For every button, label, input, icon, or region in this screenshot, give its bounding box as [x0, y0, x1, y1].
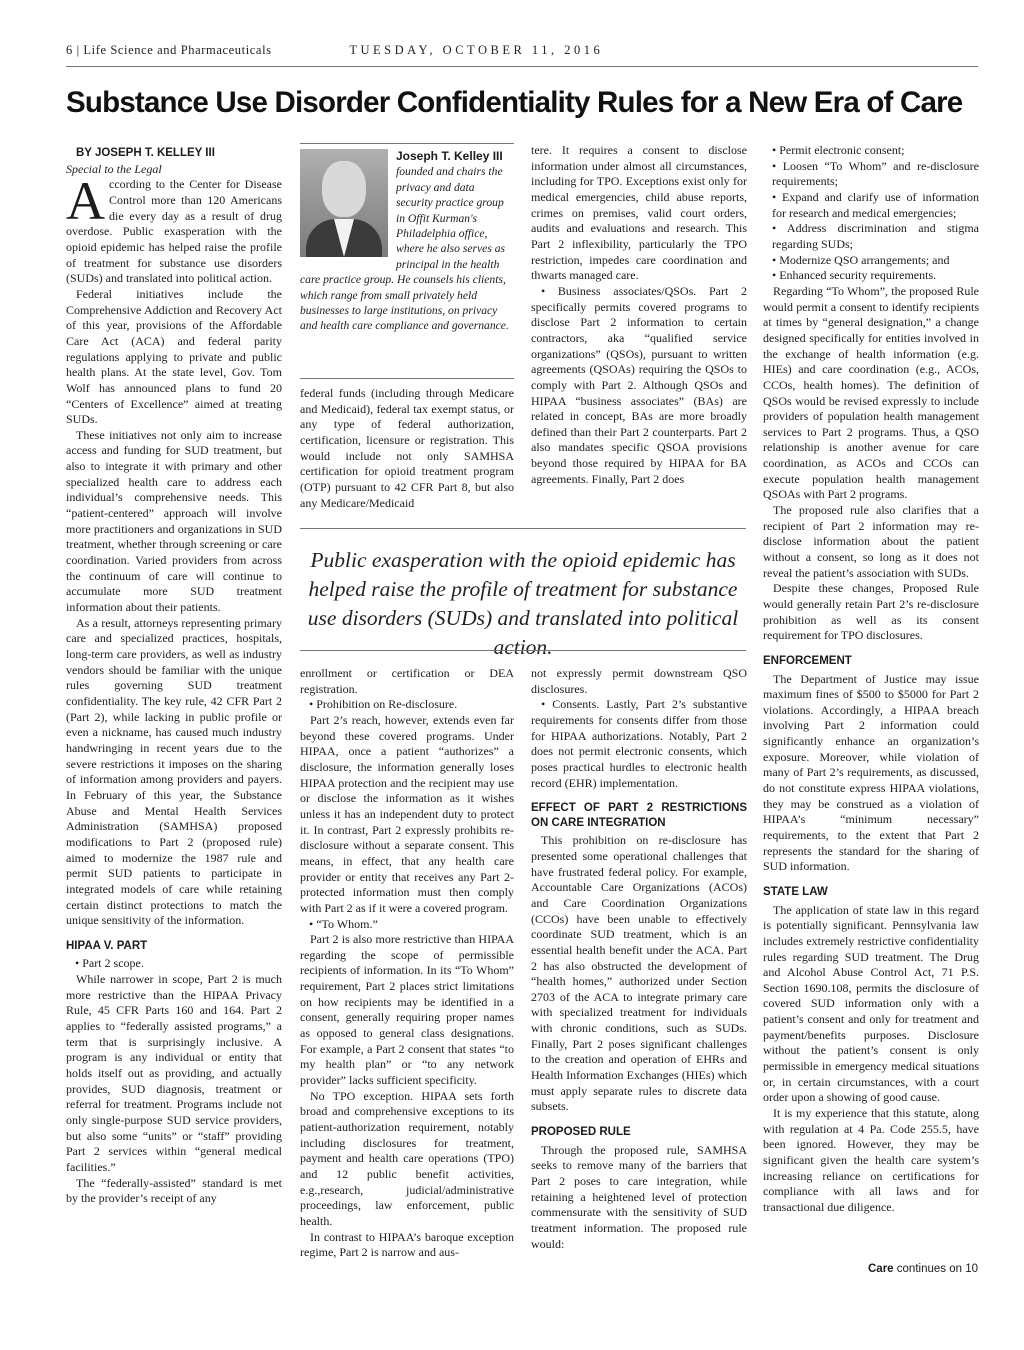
- bullet: • Loosen “To Whom” and re-disclosure requirements;: [772, 158, 979, 189]
- paragraph: In contrast to HIPAA’s baroque exception regime, Part 2 is narrow and aus-: [300, 1229, 514, 1260]
- column-3-top: [531, 143, 747, 487]
- pull-quote: Public exasperation with the opioid epidemic has helped raise the profile of treatment for substance use disorders (SUDs) and translated into political action.: [307, 548, 739, 659]
- paragraph: Through the proposed rule, SAMHSA seeks to remove many of the barriers that Part 2 poses to care integration, while retaining a heightened level of protection commensurate with the sensitivity of SUD treatment information. The proposed rule would:: [531, 1142, 747, 1251]
- bullet: • Prohibition on Re-disclosure.: [309, 697, 458, 712]
- paragraph: • Business associates/QSOs. Part 2 specifically permits covered programs to disclose Part 2 information to certain contractors, aka “qualified service organizations” (QSOs), pursuant to written agreements (QSOAs) requiring the QSOs to comply with Part 2. Although QSOs and HIPAA “business associates” (BAs) are related in concept, BAs are more broadly defined than their Part 2 counterparts. Part 2 also mandates specific QSOA provisions beyond those required by HIPAA for BA agreements. Finally, Part 2 does: [531, 283, 747, 486]
- continuation-text: continues on 10: [896, 1263, 978, 1275]
- issue-date: TUESDAY, OCTOBER 11, 2016: [349, 43, 604, 57]
- paragraph: Regarding “To Whom”, the proposed Rule would permit a consent to identify recipients at times by “general designation,” a change designed specifically for entities involved in the exchange of health information (e.g. HIEs) and care coordination (e.g., ACOs, CCOs, health homes). The definition of QSOs would be revised expressly to include providers of population health management services to Part 2 programs. Thus, a QSO relationship is another avenue for care coordination, as ACOs and CCOs can execute population health management QSOAs with Part 2 programs.: [763, 283, 979, 502]
- paragraph: enrollment or certification or DEA registration.: [300, 666, 514, 696]
- paragraph: These initiatives not only aim to increase access and funding for SUD treatment, but also to integrate it with primary and other specialized health care to address each individual’s comprehensive needs. This “patient-centered” approach will involve more practitioners and organizations in SUD treatment, whether through screening or care coordination. Varied providers from across the continuum of care will continue to accumulate more SUD treatment information about their patients.: [66, 427, 282, 615]
- paragraph: Despite these changes, Proposed Rule would generally retain Part 2’s re-disclosure prohibition as well as its consent requirement for TPO disclosures.: [763, 581, 979, 643]
- section-heading: PROPOSED RULE: [531, 1126, 631, 1139]
- column-2-top: [300, 386, 514, 511]
- paragraph: While narrower in scope, Part 2 is much more restrictive than the HIPAA Privacy Rule, 45 CFR Parts 160 and 164. Part 2 applies to “federally assisted programs,” a term that is surprisingly inclusive. A program is any individual or entity that holds itself out as providing, and actually provides, SUD diagnosis, treatment or referral for treatment. Programs include not only single-purpose SUD service providers, but also some “units” or “staff” providing Part 2 services within “general medical facilities.”: [66, 971, 282, 1174]
- page-section: 6 | Life Science and Pharmaceuticals: [66, 43, 272, 57]
- bio-top-rule: [300, 143, 514, 144]
- lead-text: ccording to the Center for Disease Control more than 120 Americans die every day as a result of drug overdose. Public exasperation with the opioid epidemic has helped raise the profile of treatment for substance use disorders (SUDs) and translated into political action.: [66, 177, 282, 286]
- bullet: • Address discrimination and stigma regarding SUDs;: [772, 221, 979, 251]
- quote-top-rule: [300, 528, 746, 529]
- bullet: • Modernize QSO arrangements; and: [772, 252, 950, 267]
- running-header: [66, 43, 603, 58]
- continuation-word: Care: [868, 1263, 894, 1275]
- bullet: • Enhanced security requirements.: [772, 268, 937, 283]
- paragraph: Part 2’s reach, however, extends even far beyond these covered programs. Under HIPAA, once a patient “authorizes” a disclosure, the information generally loses HIPAA protection and the recipient may use or disclose the information as it wishes unless it has an independent duty to protect it. In contrast, Part 2 expressly prohibits re-disclosure without a separate consent. This means, in effect, that any health care provider or entity that receives any Part 2-protected information must then comply with Part 2 as if it were a covered program.: [300, 712, 514, 915]
- column-4: [763, 143, 979, 1216]
- author-bio: [300, 149, 514, 334]
- column-1: [66, 146, 282, 1207]
- paragraph: It is my experience that this statute, along with regulation at 4 Pa. Code 255.5, have been ignored. However, they may be significant given the health care system’s increasing reliance on certifications for compliance with all laws and for transactional due diligence.: [763, 1106, 979, 1214]
- bullet: • “To Whom.”: [309, 916, 378, 931]
- paragraph: federal funds (including through Medicare and Medicaid), federal tax exempt status, or any type of federal authorization, certification, licensure or registration. This would include not only SAMHSA certification for opioid treatment program (OTP) pursuant to 42 CFR Part 8, but also any Medicare/Medicaid: [300, 386, 514, 510]
- bio-bottom-rule: [300, 378, 514, 379]
- bio-name: Joseph T. Kelley III: [396, 149, 503, 163]
- paragraph: Part 2 is also more restrictive than HIPAA regarding the scope of permissible recipients of information. In its “To Whom” requirement, Part 2 places strict limitations on how recipients may be identified in a consent, generally requiring proper names as opposed to general class designations. For example, a Part 2 consent that states “to my health plan” or “to any network provider” lacks sufficient specificity.: [300, 932, 514, 1088]
- header-rule: [66, 66, 978, 67]
- continuation-note[interactable]: [868, 1263, 978, 1275]
- paragraph: This prohibition on re-disclosure has presented some operational challenges that have frustrated federal policy. For example, Accountable Care Organizations (ACOs) and Care Coordination Organizations (CCOs) have been unable to effectively coordinate SUD treatment, which is an essential health benefit under the ACA. Part 2 has also obstructed the development of “health homes,” authorized under Section 2703 of the ACA to integrate primary care with specialized treatment for individuals with chronic conditions, such as SUDs. Finally, Part 2 poses significant challenges to the creation and operation of EHRs and Health Information Exchanges (HIEs) which must apply separate rules to discrete data subsets.: [531, 833, 747, 1114]
- bullet: • Expand and clarify use of information for research and medical emergencies;: [772, 189, 979, 220]
- section-heading: STATE LAW: [763, 886, 828, 899]
- bio-text: founded and chairs the privacy and data security practice group in Offit Kurman's Philadelphia office, where he also serves as principal in the health care practice group. He counsels his clients, which range from small privately held businesses to large institutions, on privacy and health care compliance and governance.: [300, 165, 509, 333]
- byline-author: BY JOSEPH T. KELLEY III: [76, 147, 215, 159]
- lead-paragraph: [66, 171, 282, 287]
- bullet: • Part 2 scope.: [75, 956, 144, 971]
- paragraph: not expressly permit downstream QSO disclosures.: [531, 666, 747, 696]
- paragraph: • Consents. Lastly, Part 2’s substantive requirements for consents differ from those for HIPAA authorizations. Notably, Part 2 does not permit electronic consents, which poses practical hurdles to electronic health record (EHR) implementation.: [531, 697, 747, 790]
- paragraph: The proposed rule also clarifies that a recipient of Part 2 information may re-disclose information about the patient without a consent, so long as it does not reveal the patient’s association with SUDs.: [763, 503, 979, 580]
- quote-bottom-rule: [300, 650, 746, 651]
- byline-affiliation: Special to the Legal: [66, 161, 162, 176]
- section-heading: HIPAA V. PART: [66, 939, 148, 952]
- paragraph: The “federally-assisted” standard is met by the provider’s receipt of any: [66, 1175, 282, 1206]
- paragraph: Federal initiatives include the Comprehensive Addiction and Recovery Act of this year, provisions of the Affordable Care Act (ACA) and federal parity regulations applying to private and public health plans. At the state level, Gov. Tom Wolf has announced plans to fund 20 “Centers of Excellence” aimed at treating SUDs.: [66, 286, 282, 427]
- paragraph: tere. It requires a consent to disclose information under almost all circumstances, including for TPO. Exceptions exist only for medical emergencies, child abuse reports, crimes on premises, valid court orders, audits and evaluations and research. This Part 2 inflexibility, particularly the TPO restriction, impedes care coordination and thwarts managed care.: [531, 143, 747, 283]
- section-heading: EFFECT OF PART 2 RESTRICTIONS ON CARE INTEGRATION: [531, 802, 747, 829]
- section-heading: ENFORCEMENT: [763, 655, 852, 667]
- column-3-bottom: [531, 666, 747, 1252]
- column-2-bottom: [300, 666, 514, 1261]
- paragraph: As a result, attorneys representing primary care and specialized practices, hospitals, long-term care providers, as well as industry vendors should be familiar with the unique rules governing SUD treatment confidentiality. The key rule, 42 CFR Part 2 (Part 2), while lacking in public profile or even a nickname, has caused much industry handwringing in recent years due to the severe restrictions it imposes on the sharing of information among providers and payers. In February of this year, the Substance Abuse and Mental Health Services Administration (SAMHSA) proposed modifications to Part 2 (proposed rule) aimed to modernize the 1987 rule and permit SUD patients to participate in integrated models of care while retaining certain distinct protections to match the unique sensitivity of the information.: [66, 615, 282, 928]
- bullet: • Permit electronic consent;: [772, 143, 905, 157]
- article-title: Substance Use Disorder Confidentiality Rules for a New Era of Care: [66, 86, 963, 119]
- paragraph: No TPO exception. HIPAA sets forth broad and comprehensive exceptions to its patient-authorization requirement, notably including disclosures for treatment, payment and health care operations (TPO) and 12 public benefit activities, e.g.,research, judicial/administrative proceedings, law enforcement, public health.: [300, 1088, 514, 1228]
- drop-cap: A: [66, 171, 105, 232]
- author-photo: [300, 149, 388, 257]
- paragraph: The application of state law in this regard is potentially significant. Pennsylvania law includes extremely restrictive confidentiality rules regarding SUD treatment. The Drug and Alcohol Abuse Control Act, 71 P.S. Section 1690.108, permits the disclosure of covered SUD information only with a patient’s consent and only for treatment and payment/benefits purposes. Disclosure without the patient’s consent is only permissible in emergency medical situations or, in certain circumstances, with a court order upon a showing of good cause.: [763, 902, 979, 1105]
- paragraph: The Department of Justice may issue maximum fines of $500 to $5000 for Part 2 violations. Accordingly, a HIPAA breach involving Part 2 information could significantly enhance an organization’s exposure. Moreover, while violation of many of Part 2’s requirements, as discussed, do not constitute express HIPAA violations, they may be construed as a violation of HIPAA’s “minimum necessary” requirements, to the extent that Part 2 represents the standard for the sharing of SUD information.: [763, 671, 979, 874]
